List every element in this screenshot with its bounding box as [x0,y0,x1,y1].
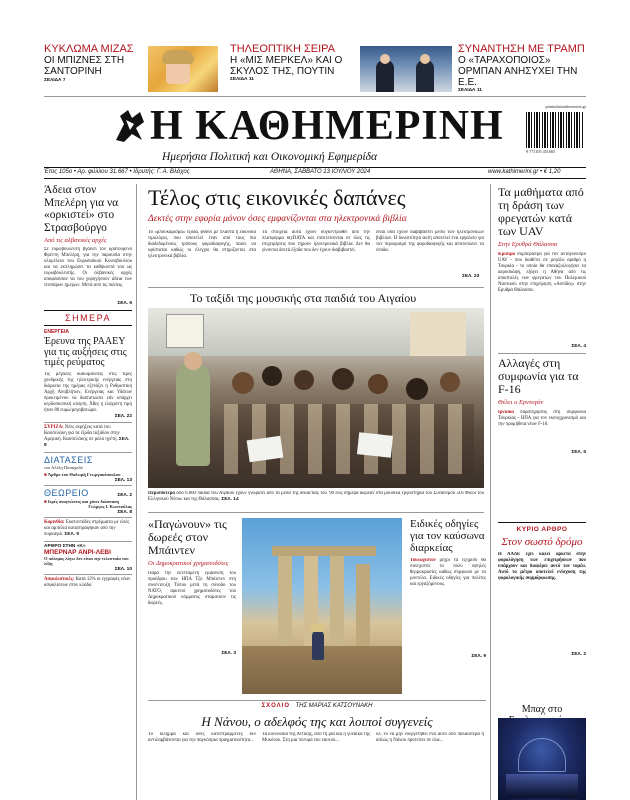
main-col-2: Τα στοιχεία αυτά έχουν συγκεντρωθεί από την πλατφόρμα myDATA και επεκτείνονται σε όλες τις επιχειρήσεις που τηρούν ηλεκτρονικά βιβλία. Δεν θα γίνονται δεκτά έξοδα που δεν έχουν διαβιβαστεί. [262,230,370,253]
korinthia-page: ΣΕΛ. 9 [64,531,80,537]
escal-title[interactable]: Μπαχ στο [521,704,563,715]
nanou-col-3: ολ. το να μην ευεργετηθεί ένα αυτό όσο παλαιότερα ή απλώς η Νάνου προτείνει σε όλα... [376,732,484,743]
diatasi-item[interactable]: ■ Άρθρο του Θοδωρή Γεωργακόπουλου [44,472,121,478]
theorio-item[interactable]: ■ Ιερές αναγνώσεις και χάνει διάσπαση [44,498,120,504]
scholio-author: ΤΗΣ ΜΑΡΙΑΣ ΚΑΤΣΟΥΝΑΚΗ [295,703,373,709]
heat-photo [242,518,402,694]
f16-label: Ιρνιακά [498,410,514,415]
syria-label: ΣΥΡΙΖΑ: [44,424,64,430]
teaser-2[interactable] [230,44,350,82]
main-headline[interactable]: Τέλος στις εικονικές δαπάνες [148,185,406,210]
asfalistikes-text: Κατά 12% οι εγγραφές νέων ασφαλίσεων στον κλάδο. [44,577,131,589]
escal-photo [498,718,586,800]
teaser-page: ΣΕΛΙΔΑ 7 [44,78,66,83]
asfalistikes-brief[interactable] [44,577,132,589]
uav-title: Τα μαθήματα από τη δράση των φρεγατών κατά των UAV [498,186,584,238]
photo-headline[interactable]: Το ταξίδι της μουσικής στα παιδιά του Αιγαίου [190,291,417,305]
pagonou-page: ΣΕΛ. 3 [221,651,236,656]
diatasi-author: του Αλέξη Παπαχελά [44,464,83,470]
f16-body: παρατηρήσεις στη συμφωνία Τουρκίας - ΗΠΑ για τον εκσυγχρονισμό και την προμήθεια νέων F-16. [498,410,586,427]
main-subtitle: Δεκτές στην εφορία μόνον όσες εμφανίζονται στα ηλεκτρονικά βιβλία [148,214,407,224]
kiosk-title: ΜΠΕΡΝΑΡ ΑΝΡΙ-ΛΕΒΙ [44,548,111,556]
barcode [522,104,586,156]
uav-label: Κρίσιμο [498,252,515,257]
asfalistikes-label: Ασφαλιστικές: [44,577,75,583]
heat-body: μέχρι τα εξήμισυ θα συνεχιστεί το πολύ υψηλές θερμοκρασίες καθώς σύμφωνα με τα μοντέλα. Ειδικές οδηγίες για πολίτες και εργαζόμενους. [410,558,486,587]
editorial-text: Η ΑΑΔΕ έχει καλεί αρκετά στην φορολόγηση των επιχειρήσεων που υπάρχουν και διαφέρει αυτό τον τομέα. Αυτό το μέτρο αποτελεί ενίσχυση της φορολογικής συμμόρφωσης. [498,552,586,581]
main-col-1: Το «μπουκάρισμα» έξοδα, φθίνει με πλαστά ή εικονικά τιμολόγια, που αποτελεί έναν από τους πιο διαδεδομένους τρόπους φοροδιαφυγής, παύει να υφίσταται καθώς οι έλεγχοι θα στηρίζονται στα ηλεκτρονικά βιβλία. [148,230,256,259]
masthead-meta-right: www.kathimerini.gr • € 1,20 [488,169,561,175]
kiosk-text: Ο πόλεμος λόγω δεν είναι την τελευταία του λέξη [44,555,129,567]
f16-page: ΣΕΛ. 5 [571,450,586,455]
energy-label: ΕΝΕΡΓΕΙΑ [44,329,69,335]
diatasi-label: ΔΙΑΤΑΣΕΙΣ [44,454,93,465]
f16-title: Αλλαγές στη συμφωνία για τα F-16 [498,356,579,396]
theorio-page-2: ΣΕΛ. 8 [117,509,132,515]
pagonou-story[interactable] [148,518,236,698]
uav-page: ΣΕΛ. 4 [571,344,586,349]
theorio-author: Γιώργος Ι. Κωστούλας [88,504,132,510]
theorio-label: ΘΕΩΡΕΙΟ [44,487,89,498]
energy-story[interactable] [44,337,132,419]
lead-sub: Από τις αλβανικές αρχές [44,237,107,244]
editorial-title: Στον σωστό δρόμο [501,536,583,548]
kiosk-label: ΑΡΘΡΟ ΣΤΗΝ «Κ» [44,543,86,549]
heat-title: Ειδικές οδηγίες για τον καύσωνα διαρκείας [410,518,485,554]
teaser-1[interactable] [44,44,144,83]
scholio-label: ΣΧΟΛΙΟ [261,703,291,709]
pagonou-title: «Παγώνουν» τις δωρεές στον Μπάιντεν [148,518,227,557]
main-page: ΣΕΛ. 23 [462,274,480,279]
nanou-title[interactable]: Η Νάνου, ο αδελφός της και λοιποί συγγενείς [201,714,433,729]
korinthia-label: Κορινθία: [44,519,65,525]
masthead-tagline: Ημερήσια Πολιτική και Οικονομική Εφημερίδα [162,151,378,163]
energy-page: ΣΕΛ. 22 [114,413,132,419]
uav-body: συμπέρασμα για τον ανταγωνισμό UAV - που διαθέτει σε μεγάλο αριθμό η Τουρκία - το οποίο θα επαναξιολογήσει τα αεροσκάφη, εξάγει η Αθήνα από τις αποστολές των φρεγατών του Πολεμικού Ναυτικού στην επιχείρηση «Ασπίδες» στην Ερυθρά Θάλασσα. [498,252,586,293]
theorio-item-text: Ιερές αναγνώσεις και χάνει διάσπαση [47,498,120,504]
teaser-photo-1 [148,46,218,92]
energy-text: Τις μεγάλες διακυμάνσεις στις τιμές χονδρικής της ηλεκτρικής ενέργειας στη διάρκεια της ημέρας εξετάζει η Ρυθμιστική Αρχή Αποβλήτων, Ενέργειας και Υδάτων προκειμένου να διαπιστώσει εάν υπάρχει κερδοσκοπική κίνηση. Χθες η ελάχιστη τιμή ήταν 88 ευρώ/μεγαβατώρα. [44,371,132,413]
left-column [44,184,132,800]
masthead-meta-left: Έτος 105ο • Αρ. φύλλου 31.667 • Ιδρυτής: Γ. Α. Βλάχος [44,169,190,175]
scholio-header [148,703,486,709]
heat-story[interactable] [410,518,486,694]
nanou-col-2: Τα κοινωνικά της Αττικής, από τη μία και η γυναίκα της Μυκόνου. Στη μια πλευρά του εαυτού... [262,732,370,743]
uav-sub: Στην Ερυθρά Θάλασσα [498,241,558,248]
heat-label: Τουλάχιστον [410,558,436,563]
energy-title: Έρευνα της ΡΑΑΕΥ για τις αυξήσεις στις τιμές ρεύματος [44,336,127,368]
editorial-page: ΣΕΛ. 2 [571,652,586,657]
teaser-page: ΣΕΛΙΔΑ 11 [230,77,254,82]
teaser-sub: Η «ΜΙΣ ΜΕΡΚΕΛ» ΚΑΙ Ο ΣΚΥΛΟΣ ΤΗΣ, ΠΟΥΤΙΝ [230,55,343,77]
editorial-label: ΚΥΡΙΟ ΑΡΘΡΟ [516,526,568,533]
nanou-col-1: Το διλήμμα και όσες κατεστραμμένες δεν αντιλαμβάνονται για την παγκόσμια πραγματικότητα... [148,732,256,743]
teaser-sub: Ο «ΤΑΡΑΧΟΠΟΙΟΣ» ΟΡΜΠΑΝ ΑΝΗΣΥΧΕΙ ΤΗΝ Ε.Ε. [458,55,578,88]
lead-page: ΣΕΛ. 6 [117,301,132,306]
main-photo [148,308,484,488]
masthead-meta-center: ΑΘΗΝΑ, ΣΑΒΒΑΤΟ 13 ΙΟΥΛΙΟΥ 2024 [270,169,371,175]
theorio-page: ΣΕΛ. 2 [117,492,132,498]
syria-text: Νέες εκρήξεις κατά του Κασσελάκη για τα έξοδα ταξιδίου στην Αμερική. Κασσελάκης σε ρόλο ηγέτη. [44,424,120,442]
teaser-photo-2 [360,46,452,92]
caption-label: Περισσότερα [148,491,175,496]
f16-text [498,410,586,450]
teaser-title: ΚΥΚΛΩΜΑ ΜΙΖΑΣ [44,43,134,55]
lead-story[interactable] [44,184,132,306]
masthead-logo-icon [112,106,148,144]
kiosk-page: ΣΕΛ. 10 [114,567,132,573]
barcode-label: printsolutionfinvestors.gr [545,104,586,109]
syria-page: ΣΕΛ. 8 [44,436,130,448]
masthead-title: Η ΚΑΘΗΜΕΡΙΝΗ [150,103,504,149]
f16-story[interactable] [498,357,586,455]
lead-text: Σε ευρωβουλευτή βγαίνει τον κρατούμενο Φρέντη Μπελέρη, για την παρουσία στην ολομέλεια του Ευρωπαϊκού Κοινοβουλίου και να εκπληρώσει τα καθήκοντά του ως ευρωβουλευτής. Οι αλβανικές αρχές αποφάσισαν να του χορηγήσουν άδεια των τεσσάρων ημερών. Μετά από τις πιέσεις. [44,247,132,288]
heat-page: ΣΕΛ. 9 [471,654,486,659]
editorial-box[interactable] [498,522,586,698]
korinthia-brief[interactable] [44,520,132,538]
lead-title: Άδεια στον Μπελέρη για να «ορκιστεί» στο Στρασβούργο [44,184,119,234]
korinthia-text: Εκατοντάδες στρέμματα με ελιές και αμπέλια καταστράφηκαν από την πυρκαγιά. [44,519,130,537]
pagonou-text: Παρά την εκτεταμένη εμφάνιση του προέδρου των ΗΠΑ Τζο Μπάιντεν στη συνέντευξη Τύπου μετά τη σύνοδο του ΝΑΤΟ, αρκετοί χρηματοδότες του Δημοκρατικού κόμματος σταματούν τις δωρεές. [148,571,236,606]
main-col-3: είναι όσα έχουν διαβιβαστεί μέσω των ηλεκτρονικών βιβλίων. Η δυνατότητα αυτή αποτελεί ένα εργαλείο για τον περιορισμό της φοροδιαφυγής και αποτυπώνει τα έσοδα. [376,230,484,253]
caption-page: ΣΕΛ. 14 [221,497,239,502]
today-label: ΣΗΜΕΡΑ [65,313,111,323]
syria-brief[interactable] [44,425,132,449]
caption-text: από 6.000 παιδιά του Αιγαίου έχουν γνωρίσει από τα μέσα της δεκαετίας του '90 έως σήμερα δωρεάν στα μουσικά εργαστήρια του Συνδέσμου «Οι Φίλοι του Ελληνικού Νέου» και της Θάλασσας. [148,491,484,502]
photo-caption [148,491,484,511]
right-column [498,186,586,516]
teaser-3[interactable] [458,44,588,93]
teaser-title: ΣΥΝΑΝΤΗΣΗ ΜΕ ΤΡΑΜΠ [458,43,585,55]
teaser-title: ΤΗΛΕΟΠΤΙΚΗ ΣΕΙΡΑ [230,43,336,55]
f16-sub: Θέλει ο Ερντογάν [498,399,544,406]
teaser-sub: ΟΙ ΜΠΙΖΝΕΣ ΣΤΗ ΣΑΝΤΟΡΙΝΗ [44,55,125,77]
barcode-number: 9 771105 451665 [526,149,556,154]
pagonou-sub: Οι Δημοκρατικοί χρηματοδότες [148,560,229,567]
uav-story[interactable] [498,186,586,349]
kiosk-story[interactable] [44,549,132,572]
diatasi-item-text: Άρθρο του Θοδωρή Γεωργακόπουλου [47,472,121,478]
diatasi-page: ΣΕΛ. 13 [114,477,132,483]
teaser-page: ΣΕΛΙΔΑ 11 [458,88,482,93]
heat-text [410,558,486,654]
uav-text [498,252,586,344]
